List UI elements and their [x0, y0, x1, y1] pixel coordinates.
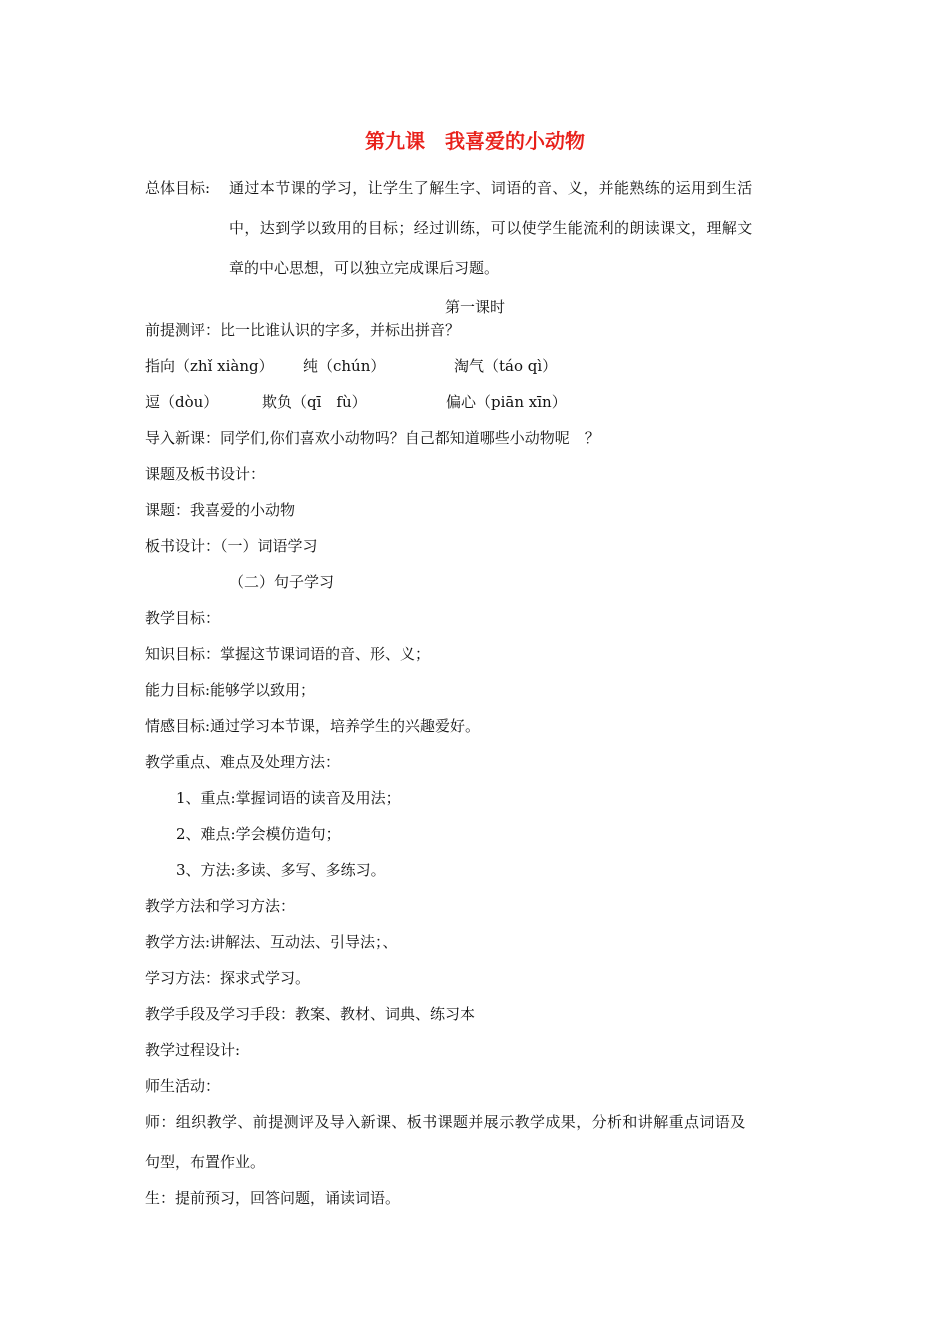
goal-line-1: 通过本节课的学习，让学生了解生字、词语的音、义，并能熟练的运用到生活: [229, 179, 753, 197]
goal-line-3: 章的中心思想，可以独立完成课后习题。: [229, 259, 500, 277]
learning-method: 学习方法：探求式学习。: [145, 969, 311, 987]
keypoint-item: 3、方法:多读、多写、多练习。: [176, 861, 386, 879]
means-line: 教学手段及学习手段：教案、教材、词典、练习本: [145, 1005, 476, 1023]
pinyin-item: 偏心（piān xīn）: [446, 393, 567, 411]
pinyin-item: 纯（chún）: [303, 357, 386, 375]
board-line-2: （二）句子学习: [229, 573, 335, 591]
teaching-method: 教学方法:讲解法、互动法、引导法；、: [145, 933, 398, 951]
lesson-title: 第九课 我喜爱的小动物: [365, 129, 585, 153]
period-heading: 第一课时: [444, 298, 505, 316]
pinyin-item: 淘气（táo qì）: [454, 357, 558, 375]
pinyin-item: 欺负（qī fù）: [262, 393, 367, 411]
knowledge-objective: 知识目标：掌握这节课词语的音、形、义；: [145, 645, 431, 663]
goal-label: 总体目标:: [145, 179, 211, 197]
intro-line: 导入新课：同学们,你们喜欢小动物吗？自己都知道哪些小动物呢 ？: [145, 429, 600, 447]
keypoint-item: 2、难点:学会模仿造句；: [176, 825, 341, 843]
teacher-line-1: 师：组织教学、前提测评及导入新课、板书课题并展示教学成果，分析和讲解重点词语及: [145, 1113, 746, 1131]
emotion-objective: 情感目标:通过学习本节课，培养学生的兴趣爱好。: [145, 717, 481, 735]
pinyin-item: 逗（dòu）: [145, 393, 219, 411]
methods-heading: 教学方法和学习方法：: [145, 897, 296, 915]
activities-heading: 师生活动：: [145, 1077, 221, 1095]
teacher-line-2: 句型，布置作业。: [145, 1153, 266, 1171]
topic-line: 课题：我喜爱的小动物: [145, 501, 296, 519]
objectives-heading: 教学目标：: [145, 609, 221, 627]
goal-line-2: 中，达到学以致用的目标；经过训练，可以使学生能流利的朗读课文，理解文: [229, 219, 753, 237]
board-design-heading: 课题及板书设计：: [145, 465, 266, 483]
pretest-line: 前提测评：比一比谁认识的字多，并标出拼音？: [145, 321, 461, 339]
keypoints-heading: 教学重点、难点及处理方法：: [145, 753, 341, 771]
student-line: 生：提前预习，回答问题，诵读词语。: [145, 1189, 401, 1207]
ability-objective: 能力目标:能够学以致用；: [145, 681, 316, 699]
pinyin-item: 指向（zhǐ xiàng）: [145, 357, 274, 375]
process-heading: 教学过程设计:: [145, 1041, 241, 1059]
board-line-1: 板书设计：（一）词语学习: [145, 537, 318, 555]
keypoint-item: 1、重点:掌握词语的读音及用法；: [176, 789, 401, 807]
